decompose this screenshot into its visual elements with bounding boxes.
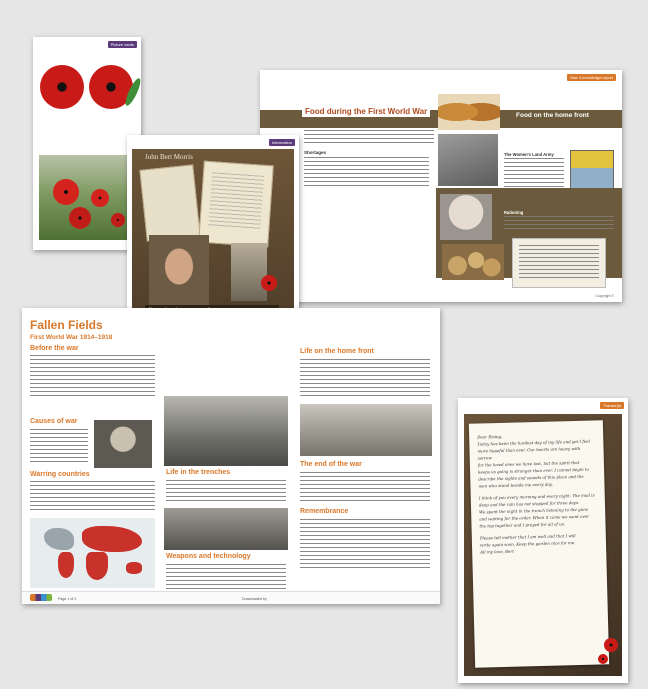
information-tag: Information xyxy=(269,139,295,146)
letter-line: and waiting for the order. When it came we went over xyxy=(479,513,590,522)
end-of-war-heading: The end of the war xyxy=(300,461,362,468)
potatoes-image xyxy=(442,244,504,280)
transcript-sheet xyxy=(458,398,628,683)
letter-line: Today has been the hardest day of my life and yet I feel xyxy=(477,438,590,447)
trenches-text xyxy=(166,480,286,504)
letter-paper xyxy=(469,420,609,667)
factory-photo xyxy=(300,404,432,456)
transcript-tag: Transcript xyxy=(600,402,624,409)
market-photo xyxy=(438,134,498,186)
brand-logo-icon xyxy=(30,594,52,601)
remembrance-text xyxy=(300,519,430,569)
letter-line: keeps us going is stronger than ever. I cannot begin to xyxy=(478,466,589,475)
picture-cards-sheet xyxy=(33,37,141,250)
fields-subtitle: First World War 1914–1918 xyxy=(30,334,113,341)
fields-footer-download: Downloaded by xyxy=(242,597,267,601)
info-name: John Bert Morris xyxy=(145,153,193,161)
remembrance-heading: Remembrance xyxy=(300,508,349,515)
letter-line: deep and the rain has not stopped for three days. xyxy=(478,499,580,508)
homefront-text xyxy=(300,359,430,399)
shortages-text xyxy=(304,157,429,187)
archduke-portrait xyxy=(94,420,152,468)
ration-note-image xyxy=(512,238,606,288)
before-war-heading: Before the war xyxy=(30,345,79,352)
letter-line: men who stand beside me every day. xyxy=(478,481,553,489)
transcript-poppy-2 xyxy=(598,654,608,664)
causes-heading: Causes of war xyxy=(30,418,78,425)
soldier-portrait xyxy=(149,235,209,305)
letter-card-image xyxy=(198,161,274,248)
world-map-image xyxy=(30,518,155,588)
warring-text xyxy=(30,481,155,511)
poppy-pin-left-image xyxy=(40,65,84,109)
picture-cards-tag: Picture cards xyxy=(108,41,137,48)
food-title: Food during the First World War xyxy=(302,106,430,117)
standing-soldier-photo xyxy=(231,243,267,301)
fields-footer-page: Page 1 of 2 xyxy=(58,597,77,601)
postcard-image xyxy=(139,164,200,241)
weapons-heading: Weapons and technology xyxy=(166,553,251,560)
causes-text xyxy=(30,429,88,463)
bread-image xyxy=(438,94,500,130)
end-of-war-text xyxy=(300,472,430,502)
letter-line: Please tell mother that I am well and that I will xyxy=(479,533,576,541)
land-army-heading: The Women's Land Army xyxy=(504,152,554,157)
fields-title: Fallen Fields xyxy=(30,318,103,332)
fallen-fields-sheet xyxy=(22,308,440,604)
letter-line: more hopeful than ever. Our hearts are heavy with sorrow xyxy=(477,445,581,461)
food-intro-text xyxy=(304,130,434,146)
letter-line: write again soon. Keep the garden nice for me. xyxy=(479,540,576,548)
transcript-poppy-1 xyxy=(604,638,618,652)
soldiers-group-photo xyxy=(164,508,288,550)
before-war-text xyxy=(30,355,155,397)
letter-line: Dear Rising, xyxy=(477,433,503,440)
letter-line: I think of you every morning and every night. The mud is xyxy=(478,492,595,501)
letter-body xyxy=(469,420,607,565)
food-footer-text: Copyright © xyxy=(595,294,614,298)
warring-heading: Warring countries xyxy=(30,471,90,478)
letter-line: describe the sights and sounds of this place and the xyxy=(478,473,584,482)
rationing-heading: Rationing xyxy=(504,210,524,215)
baby-photo xyxy=(440,194,492,240)
poppy-field-image xyxy=(39,155,135,240)
food-report-sheet xyxy=(260,70,622,302)
info-poppy-image xyxy=(261,275,277,291)
letter-line: the top together and I prayed for all of us. xyxy=(479,521,566,529)
food-report-tag: Year 4 knowledge report xyxy=(567,74,616,81)
letter-line: We spent the night in the trench listening to the guns xyxy=(479,506,588,515)
rationing-text xyxy=(504,216,614,232)
homefront-heading: Life on the home front xyxy=(300,348,374,355)
trenches-photo xyxy=(164,396,288,466)
letter-line: for the loved ones we have lost, but the spirit that xyxy=(477,459,580,468)
shortages-heading: Shortages xyxy=(304,150,327,155)
weapons-text xyxy=(166,564,286,592)
letter-line: All my love, Bert xyxy=(480,548,514,555)
trenches-heading: Life in the trenches xyxy=(166,469,231,476)
fields-footer-bar xyxy=(22,591,440,604)
food-side-title: Food on the home front xyxy=(516,112,589,119)
